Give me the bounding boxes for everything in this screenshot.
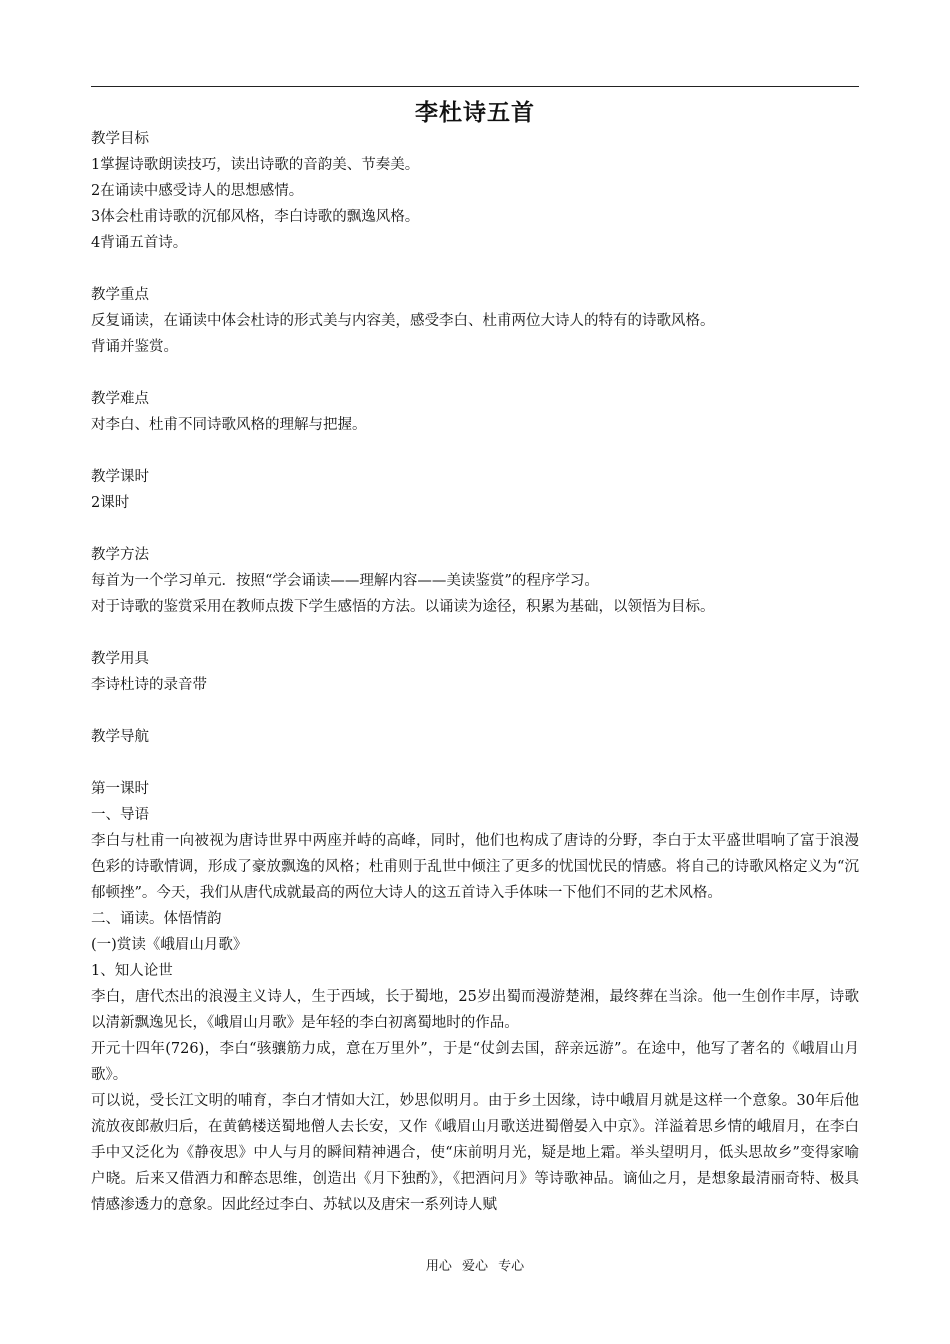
paragraph: 2在诵读中感受诗人的思想感情。 [91,183,304,199]
paragraph: 背诵并鉴赏。 [91,339,178,355]
paragraph: 李白，唐代杰出的浪漫主义诗人，生于西域，长于蜀地，25岁出蜀而漫游楚湘，最终葬在当涂。他一生创作丰厚，诗歌以清新飘逸见长，《峨眉山月歌》是年轻的李白初离蜀地时的作品。 [91,989,859,1031]
header-rule [91,86,859,87]
document-body [91,126,859,1218]
blank-line [91,360,859,386]
paragraph: 开元十四年(726)，李白“骇骧筋力成，意在万里外”，于是“仗剑去国，辞亲远游”。在途中，他写了著名的《峨眉山月歌》。 [91,1041,859,1083]
section-heading: 教学用具 [91,651,149,667]
paragraph: 1掌握诗歌朗读技巧，读出诗歌的音韵美、节奏美。 [91,157,420,173]
section-heading: 教学导航 [91,729,149,745]
blank-line [91,438,859,464]
paragraph: 对于诗歌的鉴赏采用在教师点拨下学生感悟的方法。以诵读为途径，积累为基础，以领悟为目标。 [91,599,715,615]
paragraph: 每首为一个学习单元．按照“学会诵读——理解内容——美读鉴赏”的程序学习。 [91,573,599,589]
section-heading: 第一课时 [91,781,149,797]
paragraph: 李白与杜甫一向被视为唐诗世界中两座并峙的高峰，同时，他们也构成了唐诗的分野，李白于太平盛世唱响了富于浪漫色彩的诗歌情调，形成了豪放飘逸的风格；杜甫则于乱世中倾注了更多的忧国忧民的情感。将自己的诗歌风格定义为“沉郁顿挫”。今天，我们从唐代成就最高的两位大诗人的这五首诗入手体味一下他们不同的艺术风格。 [91,833,859,901]
paragraph: 4背诵五首诗。 [91,235,188,251]
blank-line [91,698,859,724]
section-heading: 教学难点 [91,391,149,407]
blank-line [91,256,859,282]
section-heading: 教学目标 [91,131,149,147]
paragraph: 2课时 [91,495,130,511]
blank-line [91,620,859,646]
blank-line [91,516,859,542]
section-heading: 教学方法 [91,547,149,563]
paragraph: 可以说，受长江文明的哺育，李白才情如大江，妙思似明月。由于乡土因缘，诗中峨眉月就是这样一个意象。30年后他流放夜郎赦归后，在黄鹤楼送蜀地僧人去长安，又作《峨眉山月歌送进蜀僧晏入中京》。洋溢着思乡情的峨眉月，在李白手中又泛化为《静夜思》中人与月的瞬间精神遇合，使“床前明月光，疑是地上霜。举头望明月，低头思故乡”变得家喻户晓。后来又借酒力和醉态思维，创造出《月下独酌》，《把酒问月》等诗歌神品。谪仙之月，是想象最清丽奇特、极具情感渗透力的意象。因此经过李白、苏轼以及唐宋一系列诗人赋 [91,1093,859,1213]
paragraph: 3体会杜甫诗歌的沉郁风格，李白诗歌的飘逸风格。 [91,209,420,225]
section-heading: 教学重点 [91,287,149,303]
blank-line [91,750,859,776]
page-footer: 用心 爱心 专心 [425,1259,525,1274]
paragraph: 二、诵读。体悟情韵 [91,911,222,927]
paragraph: 一、导语 [91,807,149,823]
paragraph: 李诗杜诗的录音带 [91,677,207,693]
section-heading: 教学课时 [91,469,149,485]
paragraph: (一)赏读《峨眉山月歌》 [91,937,248,953]
paragraph: 1、知人论世 [91,963,173,979]
paragraph: 反复诵读，在诵读中体会杜诗的形式美与内容美，感受李白、杜甫两位大诗人的特有的诗歌风格。 [91,313,715,329]
page-title: 李杜诗五首 [415,100,535,126]
paragraph: 对李白、杜甫不同诗歌风格的理解与把握。 [91,417,367,433]
